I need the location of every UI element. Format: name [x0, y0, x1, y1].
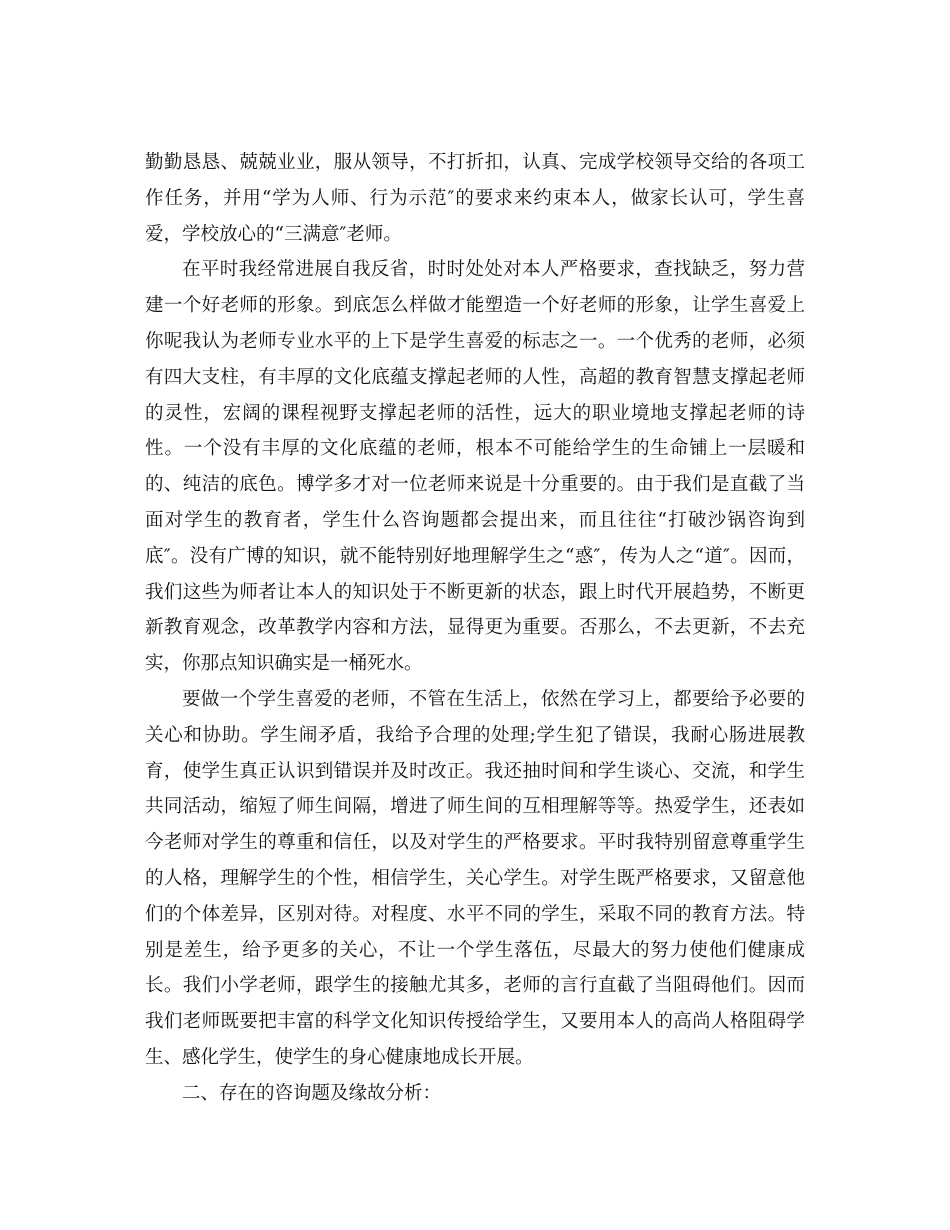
section-heading-problems: 二、存在的咨询题及缘故分析： [182, 1082, 442, 1104]
paragraph-continuation: 勤勤恳恳、兢兢业业，服从领导，不打折扣，认真、完成学校领导交给的各项工作任务，并用“学为人师、行为示范″的要求来约束本人，做家长认可，学生喜爱，学校放心的“三满意″老师。 [145, 152, 805, 245]
paragraph-self-reflection: 在平时我经常进展自我反省，时时处处对本人严格要求，查找缺乏，努力营建一个好老师的形象。到底怎么样做才能塑造一个好老师的形象，让学生喜爱上你呢我认为老师专业水平的上下是学生喜爱的标志之一。一个优秀的老师，必须有四大支柱，有丰厚的文化底蕴支撑起老师的人性，高超的教育智慧支撑起老师的灵性，宏阔的课程视野支撑起老师的活性，远大的职业境地支撑起老师的诗性。一个没有丰厚的文化底蕴的老师，根本不可能给学生的生命铺上一层暖和的、纯洁的底色。博学多才对一位老师来说是十分重要的。由于我们是直截了当面对学生的教育者，学生什么咨询题都会提出来，而且往往“打破沙锅咨询到底″。没有广博的知识，就不能特别好地理解学生之“惑″，传为人之“道″。因而，我们这些为师者让本人的知识处于不断更新的状态，跟上时代开展趋势，不断更新教育观念，改革教学内容和方法，显得更为重要。否那么，不去更新，不去充实，你那点知识确实是一桶死水。 [145, 259, 805, 675]
paragraph-caring-for-students: 要做一个学生喜爱的老师，不管在生活上，依然在学习上，都要给予必要的关心和协助。学生闹矛盾，我给予合理的处理;学生犯了错误，我耐心肠进展教育，使学生真正认识到错误并及时改正。我还抽时间和学生谈心、交流，和学生共同活动，缩短了师生间隔，增进了师生间的互相理解等等。热爱学生，还表如今老师对学生的尊重和信任，以及对学生的严格要求。平时我特别留意尊重学生的人格，理解学生的个性，相信学生，关心学生。对学生既严格要求，又留意他们的个体差异，区别对待。对程度、水平不同的学生，采取不同的教育方法。特别是差生，给予更多的关心，不让一个学生落伍，尽最大的努力使他们健康成长。我们小学老师，跟学生的接触尤其多，老师的言行直截了当阻碍他们。因而我们老师既要把丰富的科学文化知识传授给学生，又要用本人的高尚人格阻碍学生、感化学生，使学生的身心健康地成长开展。 [145, 688, 805, 1068]
document-body [145, 145, 805, 1112]
